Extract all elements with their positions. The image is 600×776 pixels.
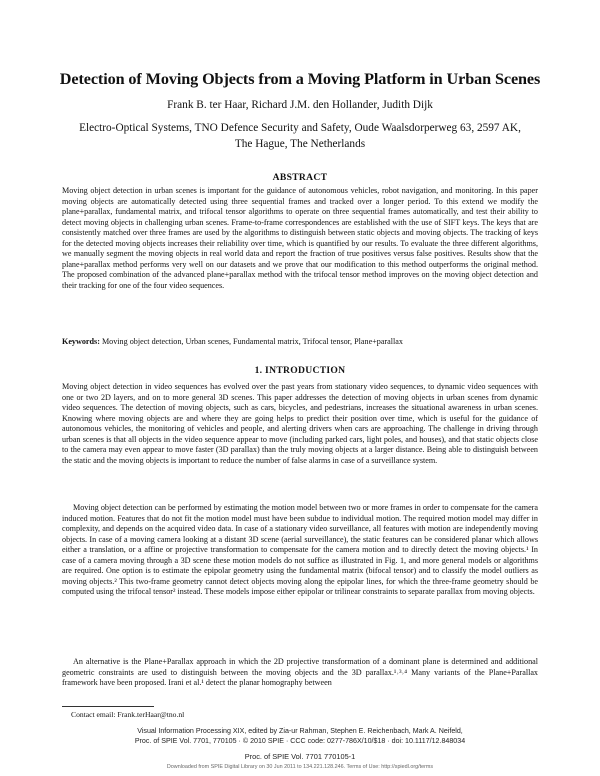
footnote-contact: Contact email: Frank.terHaar@tno.nl	[71, 710, 185, 719]
intro-paragraph-1: Moving object detection in video sequences has evolved over the past years from stationary video sequences, to dynamic video sequences with one or two 2D layers, and on to more general 3D scenes. This paper addresses the detection of moving objects in urban scenes from dynamic video sequences. The detection of moving objects, such as cars, bicycles, and pedestrians, increases the situational awareness in urban scenes. Knowing where moving objects are and where they are going helps to predict their position over time, which is useful for the guidance of autonomous vehicles, the monitoring of vehicles and people, and alerting drivers when cars are approaching. The challenge in driving through urban scenes is that all objects in the video sequence appear to move (including parked cars, light poles, and houses), and that static objects close to the camera may even appear to move faster (3D parallax) than the truly moving objects at a larger distance. Being able to distinguish between the static and the moving objects is important to reduce the number of false alarms in case of a surveillance system.	[62, 382, 538, 465]
keywords-text: Moving object detection, Urban scenes, Fundamental matrix, Trifocal tensor, Plane+parallax	[101, 337, 403, 346]
paper-title: Detection of Moving Objects from a Moving Platform in Urban Scenes	[59, 70, 541, 88]
abstract-heading: ABSTRACT	[272, 172, 328, 183]
footer-line-2: Proc. of SPIE Vol. 7701, 770105 · © 2010 SPIE · CCC code: 0277-786X/10/$18 · doi: 10.1117/12.848034	[134, 736, 466, 745]
abstract-text: Moving object detection in urban scenes is important for the guidance of autonomous vehicles, robot navigation, and monitoring. In this paper moving objects are automatically detected using three sequential frames and tracked over a longer period. To this extend we modify the plane+parallax, fundamental matrix, and trifocal tensor algorithms to operate on three sequential frames automatically, and test their ability to detect moving objects in challenging urban scenes. Frame-to-frame correspondences are established with the use of SIFT keys. The keys that are consistently matched over three frames are used by the algorithms to distinguish between static objects and moving objects. The tracking of keys for the detected moving objects increases their reliability over time, which is quantified by our results. To evaluate the three different algorithms, we manually segment the moving objects in real world data and report the fraction of true positives versus false positives. Results show that the plane+parallax method performs very well on our datasets and we prove that our modification to this method outperforms the original method. The proposed combination of the advanced plane+parallax method with the trifocal tensor method improves on the moving object detection and their tracking for one of the four video sequences.	[62, 186, 538, 290]
publication-footer	[40, 727, 560, 746]
intro-paragraph-3: An alternative is the Plane+Parallax approach in which the 2D projective transformation of a dominant plane is determined and additional geometric constraints are used to distinguish between the moving objects and the 3D parallax.¹˒³˒⁴ Many variants of the Plane+Parallax framework have been proposed. Irani et al.¹ detect the planar homography between	[62, 657, 538, 688]
author-list: Frank B. ter Haar, Richard J.M. den Hollander, Judith Dijk	[167, 99, 433, 111]
download-notice: Downloaded from SPIE Digital Library on 30 Jun 2011 to 134.221.128.246. Terms of Use: http://spiedl.org/terms	[166, 764, 434, 770]
footer-line-1: Visual Information Processing XIX, edited by Zia-ur Rahman, Stephen E. Reichenbach, Mark A. Neifeld,	[137, 727, 463, 735]
introduction-heading: 1. INTRODUCTION	[254, 365, 346, 376]
affiliation	[60, 121, 540, 152]
keywords	[62, 337, 538, 348]
affiliation-line-2: The Hague, The Netherlands	[234, 137, 366, 150]
footnote-rule	[62, 706, 154, 707]
page-number: Proc. of SPIE Vol. 7701 770105-1	[244, 752, 356, 761]
keywords-label: Keywords:	[62, 337, 100, 346]
intro-paragraph-2: Moving object detection can be performed by estimating the motion model between two or more frames in order to compensate for the camera induced motion. Features that do not fit the motion model must have been subdue to individual motion. The required motion model may differ in complexity, and depends on the acquired video data. In case of a stationary video surveillance, all features with motion are independently moving objects. In case of a moving camera looking at a distant 3D scene (aerial surveillance), the static features can be considered planar which allows either a translation, or a affine or projective transformation to compensate for the camera motion and to directly detect the moving objects.¹ In case of a camera moving through a 3D scene these motion models do not suffice as illustrated in Fig. 1, and more general models or algorithms are required. One option is to estimate the epipolar geometry using the fundamental matrix (bifocal tensor) and to classify the model outliers as moving objects.² This two-frame geometry cannot detect objects moving along the epipolar lines, for which the three-frame geometry should be computed using the trifocal tensor² instead. These models impose either epipolar or trilinear constraints to separate parallax from moving objects.	[62, 503, 538, 597]
affiliation-line-1: Electro-Optical Systems, TNO Defence Security and Safety, Oude Waalsdorperweg 63, 2597 AK,	[79, 122, 521, 134]
